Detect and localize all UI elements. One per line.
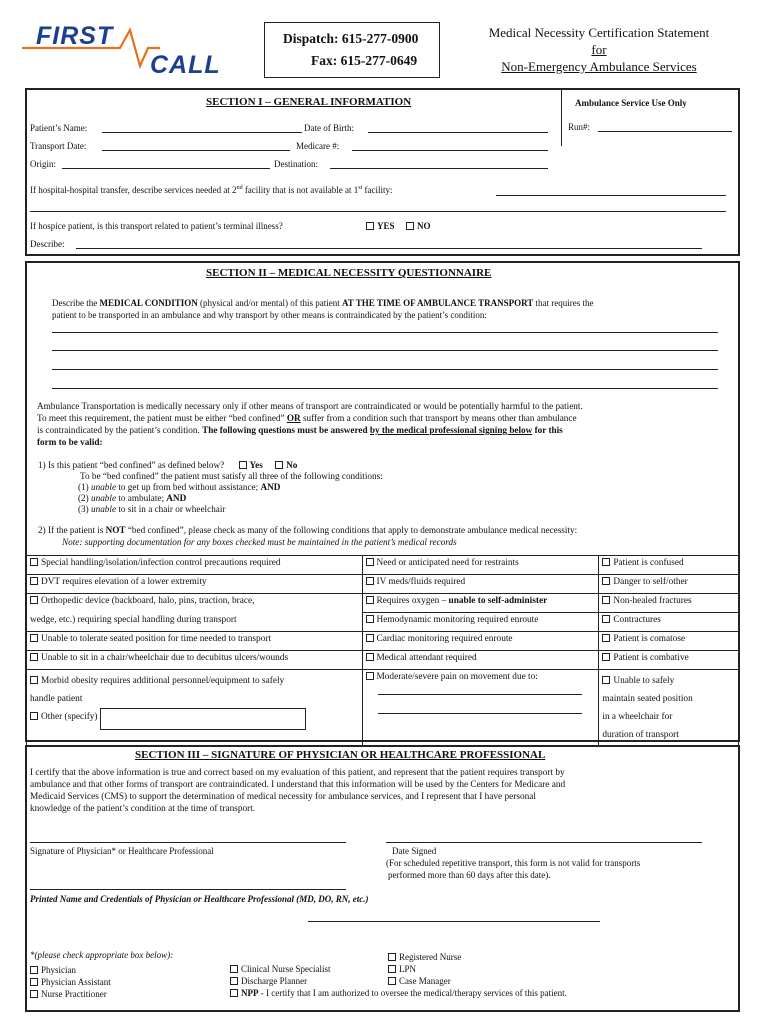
grid-cell[interactable]: [362, 632, 599, 651]
cond-obesity-line1: [30, 672, 359, 690]
logo-first: FIRST: [36, 22, 114, 50]
q1-yes-option[interactable]: [239, 460, 263, 470]
role-rn[interactable]: [388, 951, 461, 963]
cond-unable-safely-4: duration of transport: [602, 730, 679, 740]
section-2-title: SECTION II – MEDICAL NECESSITY QUESTIONNAIRE: [206, 267, 492, 279]
q1-condition-2: [78, 493, 383, 504]
grid-cell[interactable]: [27, 556, 363, 575]
date-signed-label: Date Signed: [392, 846, 437, 856]
cond-seated: Unable to tolerate seated position for time needed to transport: [41, 634, 272, 644]
cond-obesity-checkbox[interactable]: [30, 676, 38, 684]
fax-number: Fax: 615-277-0649: [311, 53, 418, 68]
role-npp-text: - I certify that I am authorized to oversee the medical/therapy services of this patient.: [258, 988, 567, 998]
necessity-paragraph: [37, 400, 727, 448]
role-discharge-label: Discharge Planner: [241, 976, 308, 986]
c3-unable: unable: [91, 504, 117, 514]
grid-row: [27, 670, 739, 747]
signature-field[interactable]: [30, 842, 346, 843]
describe-field[interactable]: [76, 248, 702, 249]
role-np[interactable]: [30, 988, 111, 1000]
printed-name-label: Printed Name and Credentials of Physician or Healthcare Professional (MD, DO, RN, etc.): [30, 894, 369, 904]
cond-seated-checkbox[interactable]: [30, 634, 38, 642]
cond-danger: Danger to self/other: [613, 577, 688, 587]
c1-text: to get up from bed without assistance;: [116, 482, 261, 492]
grid-cell[interactable]: [599, 651, 739, 670]
q2-text-a: 2) If the patient is: [38, 525, 106, 535]
cond-restraints-checkbox[interactable]: [366, 558, 374, 566]
cond-unable-safely-line: [602, 672, 735, 690]
cert-line-3: Medicaid Services (CMS) to support the determination of medical necessity for ambulance services, and I represent that I have personal: [30, 792, 536, 802]
check-note: *(please check appropriate box below):: [30, 950, 174, 960]
title-line-1: Medical Necessity Certification Statement: [488, 25, 710, 40]
grid-cell[interactable]: [362, 670, 599, 747]
hospice-no-checkbox[interactable]: [406, 222, 414, 230]
condition-field-3[interactable]: [52, 369, 718, 370]
grid-cell[interactable]: [362, 575, 599, 594]
cond-comatose-checkbox[interactable]: [602, 634, 610, 642]
origin-field[interactable]: [62, 168, 270, 169]
cert-line-1: I certify that the above information is true and correct based on my evaluation of this patient, and represent that the patient requires transport by: [30, 768, 565, 778]
ambulance-use-only: Ambulance Service Use Only: [575, 98, 687, 108]
role-npp-checkbox[interactable]: [230, 989, 238, 997]
grid-cell[interactable]: [27, 632, 363, 651]
c2-unable: unable: [91, 493, 117, 503]
grid-row: [27, 651, 739, 670]
grid-row: [27, 575, 739, 594]
condition-prompt-line2: patient to be transported in an ambulance and why transport by other means is contraindicated by the patient’s condition:: [52, 310, 487, 320]
hospice-yes-checkbox[interactable]: [366, 222, 374, 230]
role-cns-checkbox[interactable]: [230, 965, 238, 973]
prompt-text-3: that requires the: [533, 298, 594, 308]
role-np-label: Nurse Practitioner: [41, 989, 107, 999]
c1-and: AND: [260, 482, 281, 492]
role-cns-label: Clinical Nurse Specialist: [241, 964, 331, 974]
cond-special-handling-checkbox[interactable]: [30, 558, 38, 566]
title-line-2: for: [591, 42, 607, 57]
grid-row: [27, 632, 739, 651]
cond-oxygen-checkbox[interactable]: [366, 596, 374, 604]
cond-attendant-checkbox[interactable]: [366, 653, 374, 661]
grid-cell: [27, 613, 363, 632]
q2-line: [38, 524, 577, 536]
title-line-3: Non-Emergency Ambulance Services: [501, 59, 697, 74]
condition-field-2[interactable]: [52, 350, 718, 351]
condition-prompt: [52, 297, 722, 321]
q1-yes-label: Yes: [249, 460, 263, 470]
necessity-line4: form to be valid:: [37, 437, 103, 447]
q1-condition-1: [78, 482, 383, 493]
role-lpn-label: LPN: [399, 964, 417, 974]
grid-cell[interactable]: [599, 575, 739, 594]
cond-decubitus-checkbox[interactable]: [30, 653, 38, 661]
hospice-question: If hospice patient, is this transport related to patient’s terminal illness?: [30, 221, 283, 231]
ambulance-use-divider: [561, 88, 562, 146]
role-physician-checkbox[interactable]: [30, 966, 38, 974]
cond-decubitus: Unable to sit in a chair/wheelchair due to decubitus ulcers/wounds: [41, 653, 289, 663]
date-note: [386, 857, 640, 881]
transfer-sup-nd: nd: [236, 185, 243, 191]
necessity-line3-b: The following questions must be answered: [202, 425, 370, 435]
cond-pain-checkbox[interactable]: [366, 672, 374, 680]
cond-unable-safely-3: in a wheelchair for: [602, 712, 673, 722]
role-physician-label: Physician: [41, 965, 76, 975]
cond-attendant: Medical attendant required: [376, 653, 477, 663]
q1-line: [38, 460, 383, 471]
q1-definition: To be “bed confined” the patient must satisfy all three of the following conditions:: [80, 471, 383, 481]
grid-cell[interactable]: [27, 575, 363, 594]
cond-orthopedic: Orthopedic device (backboard, halo, pins, traction, brace,: [41, 596, 255, 606]
transfer-q-part2: facility that is not available at 1: [244, 185, 359, 195]
q2-text-b: “bed confined”, please check as many of the following conditions that apply to demonstrate ambulance medical necessity:: [125, 525, 578, 535]
grid-cell[interactable]: [27, 594, 363, 613]
cond-unable-safely-checkbox[interactable]: [602, 676, 610, 684]
pain-field-1[interactable]: [378, 694, 582, 695]
cond-contractures-checkbox[interactable]: [602, 615, 610, 623]
cond-dvt: DVT requires elevation of a lower extremity: [41, 577, 207, 587]
cond-confused-checkbox[interactable]: [602, 558, 610, 566]
cond-fractures: Non-healed fractures: [613, 596, 692, 606]
condition-prompt-line1: [52, 297, 722, 309]
cond-unable-safely-2: maintain seated position: [602, 694, 693, 704]
necessity-line2: [37, 412, 727, 424]
dob-label: Date of Birth:: [304, 123, 354, 133]
necessity-line1: Ambulance Transportation is medically necessary only if other means of transport are contraindicated or would be potentially harmful to the patient.: [37, 401, 583, 411]
cond-special-handling: Special handling/isolation/infection control precautions required: [41, 558, 281, 568]
necessity-line2-b: suffer from a condition such that transport by means other than ambulance: [300, 413, 577, 423]
transport-date-label: Transport Date:: [30, 141, 87, 151]
necessity-line3-c: by the medical professional signing below: [369, 425, 533, 435]
run-field[interactable]: [598, 131, 732, 132]
date-signed-field[interactable]: [386, 842, 702, 843]
necessity-line3-d: for this: [532, 425, 563, 435]
cond-orthopedic-checkbox[interactable]: [30, 596, 38, 604]
role-np-checkbox[interactable]: [30, 990, 38, 998]
prompt-text-2: (physical and/or mental) of this patient: [197, 298, 342, 308]
grid-row: [27, 594, 739, 613]
c3-num: (3): [78, 504, 89, 514]
pain-field-2[interactable]: [378, 713, 582, 714]
question-2: [38, 524, 577, 548]
describe-label: Describe:: [30, 239, 65, 249]
cond-obesity-line2: handle patient: [30, 694, 83, 704]
destination-label: Destination:: [274, 159, 318, 169]
section-1-title: SECTION I – GENERAL INFORMATION: [206, 96, 412, 108]
hospice-yes-option[interactable]: [366, 221, 395, 231]
cond-restraints: Need or anticipated need for restraints: [376, 558, 519, 568]
cond-other: Other (specify): [41, 712, 98, 722]
cond-hemodynamic: Hemodynamic monitoring required enroute: [376, 615, 539, 625]
role-lpn[interactable]: [388, 963, 461, 975]
transfer-q-part3: facility:: [364, 185, 393, 195]
q1-no-label: No: [286, 460, 298, 470]
grid-cell[interactable]: [599, 556, 739, 575]
role-case-manager[interactable]: [388, 975, 461, 987]
role-pa-checkbox[interactable]: [30, 978, 38, 986]
grid-row: [27, 613, 739, 632]
cond-iv: IV meds/fluids required: [376, 577, 466, 587]
role-rn-checkbox[interactable]: [388, 953, 396, 961]
role-npp-label: NPP: [241, 988, 259, 998]
transfer-field-1[interactable]: [496, 195, 726, 196]
medicare-label: Medicare #:: [296, 141, 340, 151]
necessity-line3-a: is contraindicated by the patient’s condition.: [37, 425, 203, 435]
roles-group-a: [30, 964, 111, 1000]
cond-other-checkbox[interactable]: [30, 712, 38, 720]
q1-text: 1) Is this patient “bed confined” as defined below?: [38, 460, 225, 470]
signature-label: Signature of Physician* or Healthcare Professional: [30, 846, 214, 856]
grid-cell[interactable]: [599, 613, 739, 632]
q2-note: Note: supporting documentation for any boxes checked must be maintained in the patient’s medical records: [62, 537, 457, 547]
prompt-medical-condition: MEDICAL CONDITION: [99, 298, 198, 308]
credentials-field[interactable]: [308, 921, 600, 922]
cond-other-line[interactable]: [30, 708, 359, 730]
role-physician[interactable]: [30, 964, 111, 976]
cond-danger-checkbox[interactable]: [602, 577, 610, 585]
transfer-sup-st: st: [358, 185, 363, 191]
q1-condition-3: [78, 504, 383, 515]
c2-num: (2): [78, 493, 89, 503]
cond-orthopedic-cont: wedge, etc.) requiring special handling during transport: [30, 614, 237, 625]
origin-label: Origin:: [30, 159, 56, 169]
cond-cardiac-checkbox[interactable]: [366, 634, 374, 642]
dispatch-number: Dispatch: 615-277-0900: [283, 31, 419, 46]
date-note-line-1: (For scheduled repetitive transport, this form is not valid for transports: [386, 858, 641, 868]
grid-cell[interactable]: [362, 613, 599, 632]
cond-confused: Patient is confused: [613, 558, 684, 568]
date-note-line-2: performed more than 60 days after this date).: [388, 870, 551, 880]
certification-text: [30, 767, 730, 815]
contact-box: [264, 22, 440, 78]
role-pa[interactable]: [30, 976, 111, 988]
role-discharge-checkbox[interactable]: [230, 977, 238, 985]
prompt-text-1: Describe the: [52, 298, 100, 308]
cond-iv-checkbox[interactable]: [366, 577, 374, 585]
patient-name-label: Patient’s Name:: [30, 123, 88, 133]
section-3-title: SECTION III – SIGNATURE OF PHYSICIAN OR HEALTHCARE PROFESSIONAL: [135, 749, 546, 761]
necessity-or: OR: [286, 413, 301, 423]
cond-fractures-checkbox[interactable]: [602, 596, 610, 604]
cond-hemodynamic-checkbox[interactable]: [366, 615, 374, 623]
cond-pain-line: [366, 672, 596, 682]
cond-dvt-checkbox[interactable]: [30, 577, 38, 585]
logo-call: CALL: [150, 51, 221, 79]
c2-and: AND: [166, 493, 187, 503]
grid-row: [27, 556, 739, 575]
role-case-manager-checkbox[interactable]: [388, 977, 396, 985]
cond-unable-safely: Unable to safely: [613, 676, 675, 686]
c3-text: to sit in a chair or wheelchair: [116, 504, 226, 514]
prompt-time-of-transport: AT THE TIME OF AMBULANCE TRANSPORT: [341, 298, 534, 308]
cond-combative: Patient is combative: [613, 653, 689, 663]
role-case-manager-label: Case Manager: [399, 976, 451, 986]
cert-line-4: knowledge of the patient’s condition at the time of transport.: [30, 804, 256, 814]
c1-unable: unable: [91, 482, 117, 492]
destination-field[interactable]: [330, 168, 548, 169]
condition-field-1[interactable]: [52, 332, 718, 333]
hospice-yes-label: YES: [377, 221, 395, 231]
transfer-q-part1: If hospital-hospital transfer, describe services needed at 2: [30, 185, 237, 195]
cond-combative-checkbox[interactable]: [602, 653, 610, 661]
hospice-no-label: NO: [417, 221, 431, 231]
role-pa-label: Physician Assistant: [41, 977, 111, 987]
conditions-grid: [26, 555, 739, 747]
q2-not: NOT: [105, 525, 126, 535]
c2-text: to ambulate;: [116, 493, 167, 503]
condition-field-4[interactable]: [52, 388, 718, 389]
cond-oxygen-bold: unable to self-administer: [448, 596, 548, 606]
role-npp[interactable]: [230, 987, 567, 999]
grid-cell[interactable]: [599, 632, 739, 651]
transport-date-field[interactable]: [102, 150, 290, 151]
necessity-line3: [37, 424, 727, 436]
cond-contractures: Contractures: [613, 615, 661, 625]
cond-obesity: Morbid obesity requires additional personnel/equipment to safely: [41, 676, 285, 686]
c1-num: (1): [78, 482, 89, 492]
dob-field[interactable]: [368, 132, 548, 133]
medicare-field[interactable]: [352, 150, 548, 151]
cert-line-2: ambulance and that other forms of transport are contraindicated. I understand that this information will be used by the Centers for Medicare and: [30, 780, 566, 790]
roles-group-c: [388, 951, 461, 987]
grid-cell[interactable]: [362, 594, 599, 613]
cond-pain: Moderate/severe pain on movement due to:: [376, 672, 538, 682]
grid-cell[interactable]: [599, 670, 739, 747]
grid-cell[interactable]: [599, 594, 739, 613]
q1-no-checkbox[interactable]: [275, 461, 283, 469]
transfer-question: [30, 185, 393, 195]
hospice-no-option[interactable]: [406, 221, 431, 231]
cond-comatose: Patient is comatose: [613, 634, 686, 644]
grid-cell[interactable]: [27, 651, 363, 670]
necessity-line2-a: To meet this requirement, the patient must be either “bed confined”: [37, 413, 287, 423]
cond-oxygen: Requires oxygen –: [376, 596, 449, 606]
role-lpn-checkbox[interactable]: [388, 965, 396, 973]
printed-name-field[interactable]: [30, 889, 346, 890]
cond-cardiac: Cardiac monitoring required enroute: [376, 634, 513, 644]
q1-yes-checkbox[interactable]: [239, 461, 247, 469]
grid-cell[interactable]: [362, 556, 599, 575]
role-rn-label: Registered Nurse: [399, 952, 462, 962]
grid-cell[interactable]: [27, 670, 363, 747]
run-label: Run#:: [568, 122, 591, 132]
question-1: [38, 460, 383, 515]
company-logo: [20, 22, 220, 78]
transfer-field-2[interactable]: [30, 211, 726, 212]
q1-no-option[interactable]: [275, 460, 297, 470]
other-specify-input[interactable]: [100, 708, 306, 730]
grid-cell[interactable]: [362, 651, 599, 670]
document-title: [454, 24, 744, 75]
patient-name-field[interactable]: [102, 132, 302, 133]
